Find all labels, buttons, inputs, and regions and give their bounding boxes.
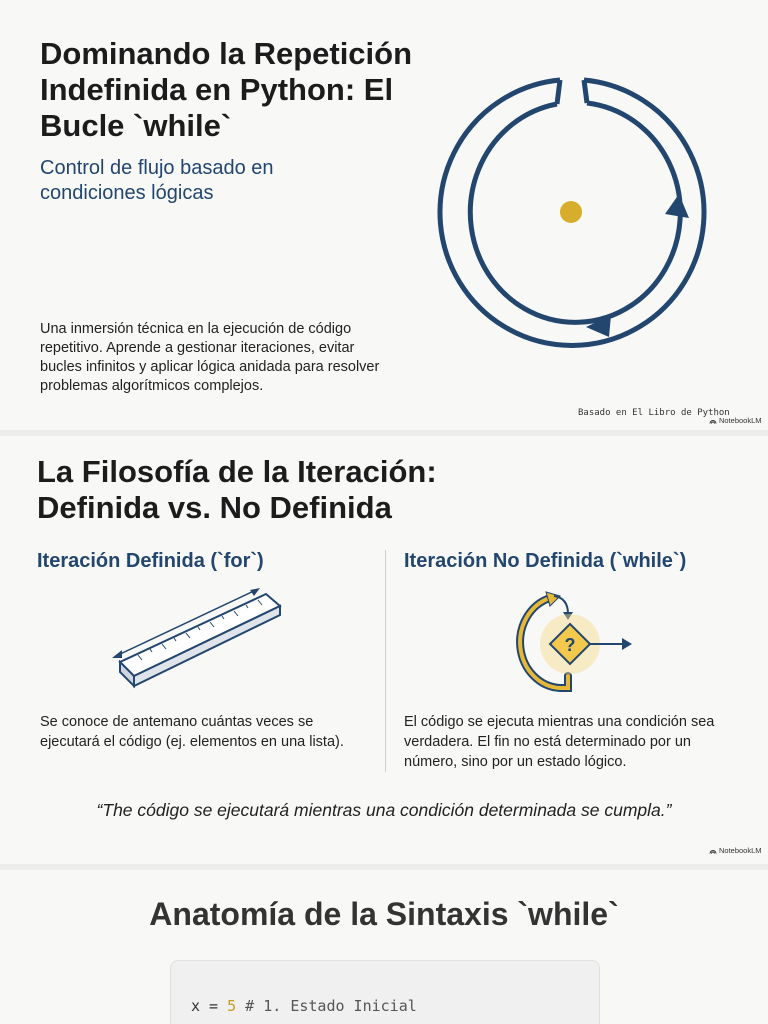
brand-label: NotebookLM (719, 846, 762, 855)
notebooklm-icon (709, 848, 717, 854)
notebooklm-icon (709, 418, 717, 424)
iteration-philosophy-slide (0, 436, 768, 864)
code-line (191, 997, 417, 1015)
quote: “The código se ejecutará mientras una condición determinada se cumpla.” (96, 800, 672, 820)
title-slide (0, 0, 768, 430)
code-variable: x = (191, 997, 228, 1015)
loop-question-icon (498, 584, 638, 704)
brand-label: NotebookLM (719, 416, 762, 425)
definite-iteration-heading: Iteración Definida (`for`) (37, 550, 264, 572)
code-block (170, 960, 600, 1024)
source-note: Basado en El Libro de Python (578, 408, 730, 418)
svg-text:?: ? (564, 635, 576, 655)
notebooklm-logo (709, 846, 762, 855)
slide-title: La Filosofía de la Iteración: Definida vs. No Definida (37, 454, 437, 525)
circular-loop-arrows-icon (434, 74, 710, 354)
slide-title: Anatomía de la Sintaxis `while` (149, 896, 619, 932)
definite-iteration-text: Se conoce de antemano cuántas veces se ejecutará el código (ej. elementos en una lista). (40, 714, 344, 750)
column-divider (385, 550, 386, 772)
indefinite-iteration-heading: Iteración No Definida (`while`) (404, 550, 687, 572)
code-comment: # 1. Estado Inicial (236, 997, 417, 1015)
slide-description: Una inmersión técnica en la ejecución de código repetitivo. Aprende a gestionar iteraciones, evitar bucles infinitos y aplicar lógica anidada para resolver problemas algorítmicos complejos. (40, 321, 380, 394)
syntax-anatomy-slide (0, 870, 768, 1024)
ruler-measure-icon (108, 586, 288, 696)
code-number: 5 (227, 997, 237, 1015)
notebooklm-logo (709, 416, 762, 425)
indefinite-iteration-text: El código se ejecuta mientras una condición sea verdadera. El fin no está determinado por un número, sino por un estado lógico. (404, 714, 715, 770)
slide-title: Dominando la Repetición Indefinida en Python: El Bucle `while` (40, 36, 413, 143)
slide-subtitle: Control de flujo basado en condiciones lógicas (40, 157, 274, 204)
